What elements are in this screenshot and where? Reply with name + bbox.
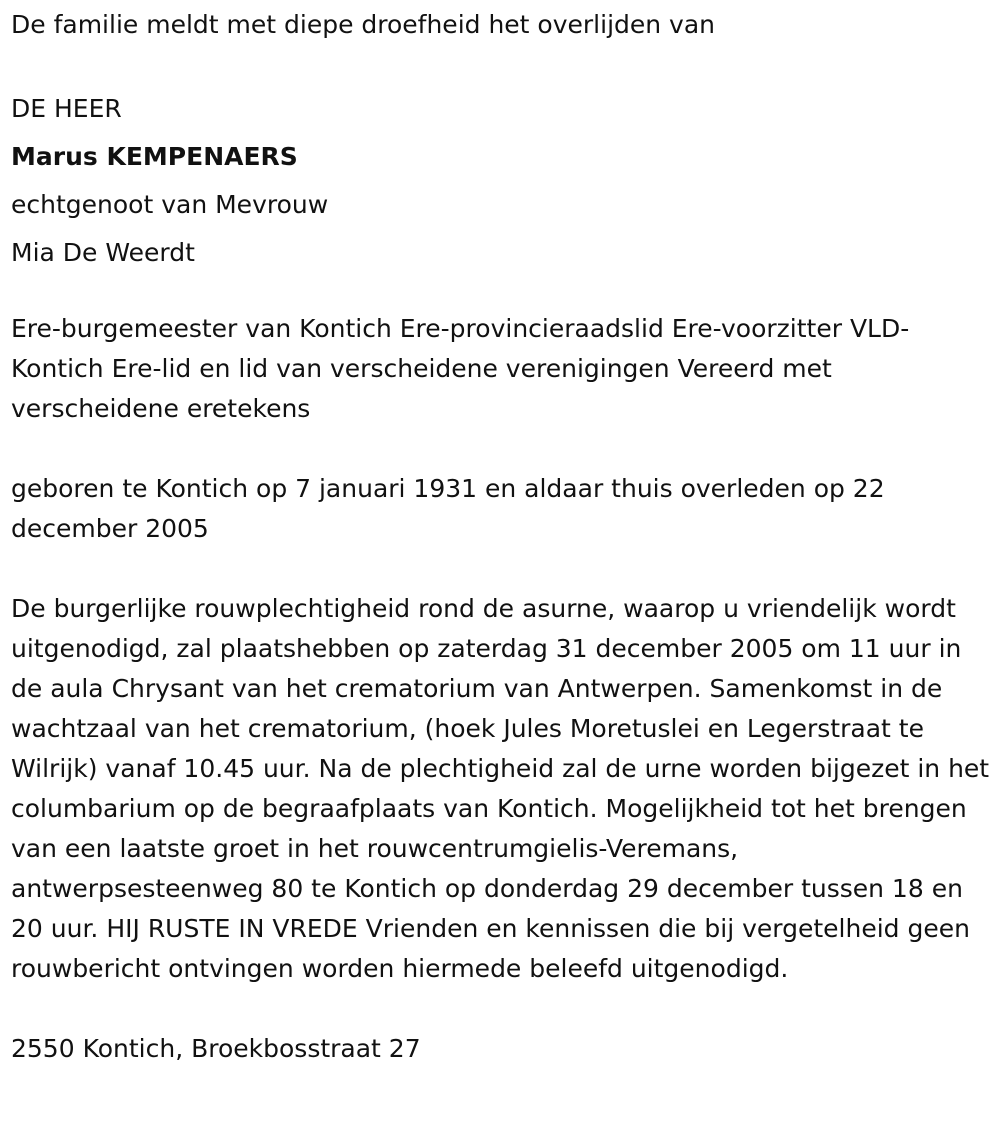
deceased-name: Marus KEMPENAERS bbox=[11, 142, 298, 171]
address: 2550 Kontich, Broekbosstraat 27 bbox=[11, 1034, 421, 1063]
spouse-label: echtgenoot van Mevrouw bbox=[11, 190, 329, 219]
spouse-name: Mia De Weerdt bbox=[11, 238, 195, 267]
deceased-block bbox=[11, 85, 996, 277]
ceremony-details bbox=[11, 589, 996, 989]
intro-text: De familie meldt met diepe droefheid het overlijden van bbox=[11, 10, 716, 39]
ceremony-text: De burgerlijke rouwplechtigheid rond de asurne, waarop u vriendelijk wordt uitgenodigd, zal plaatshebben op zaterdag 31 december 2005 om 11 uur in de aula Chrysant van het crematorium van Antwerpen. Samenkomst in de wachtzaal van het crematorium, (hoek Jules Moretuslei en Legerstraat te Wilrijk) vanaf 10.45 uur. Na de plechtigheid zal de urne worden bijgezet in het columbarium op de begraafplaats van Kontich. Mogelijkheid tot het brengen van een laatste groet in het rouwcentrumgielis-Veremans, antwerpsesteenweg 80 te Kontich op donderdag 29 december tussen 18 en 20 uur. HIJ RUSTE IN VREDE Vrienden en kennissen die bij vergetelheid geen rouwbericht ontvingen worden hiermede beleefd uitgenodigd. bbox=[11, 594, 990, 983]
honorary-titles: Ere-burgemeester van Kontich Ere-provincieraadslid Ere-voorzitter VLD-Kontich Ere-lid en lid van verscheidene verenigingen Vereerd met verscheidene eretekens bbox=[11, 314, 910, 423]
salutation: DE HEER bbox=[11, 94, 122, 123]
life-dates: geboren te Kontich op 7 januari 1931 en aldaar thuis overleden op 22 december 2005 bbox=[11, 474, 885, 543]
death-notice bbox=[11, 5, 996, 1069]
